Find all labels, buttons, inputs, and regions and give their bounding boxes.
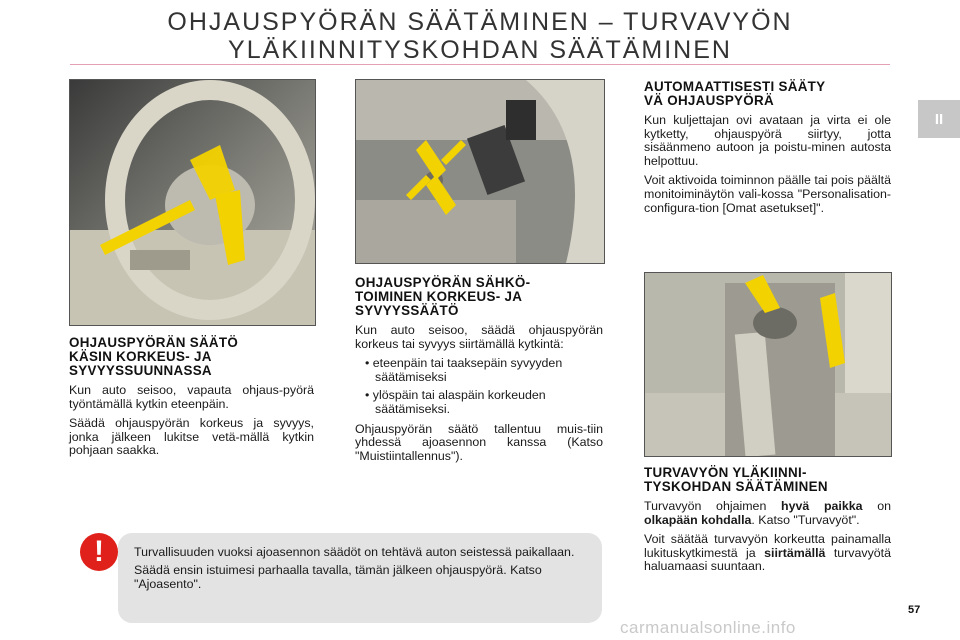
list-item: • eteenpäin tai taaksepäin syvyyden säätämiseksi <box>365 356 563 384</box>
page-title <box>70 8 890 64</box>
manual-adjust-section <box>69 336 314 464</box>
title-divider <box>70 64 890 65</box>
seat-belt-height-image <box>644 272 892 457</box>
auto-steering-heading: AUTOMAATTISESTI SÄÄTY VÄ OHJAUSPYÖRÄ <box>644 79 826 108</box>
warning-icon: ! <box>80 533 118 571</box>
list-item: • ylöspäin tai alaspäin korkeuden säätämiseksi. <box>365 388 546 416</box>
manual-adjust-para-2: Säädä ohjauspyörän korkeus ja syvyys, jonka jälkeen lukitse vetä-mällä kytkin pohjaan saakka. <box>69 416 314 458</box>
belt-adjust-para-1: Turvavyön ohjaimen hyvä paikka on olkapään kohdalla. Katso "Turvavyöt". <box>644 499 891 527</box>
electric-adjust-section <box>355 276 603 469</box>
electric-adjust-switch-image <box>355 79 605 264</box>
electric-adjust-heading: OHJAUSPYÖRÄN SÄHKÖ- TOIMINEN KORKEUS- JA SYVYYSSÄÄTÖ <box>355 275 531 318</box>
belt-adjust-para-2: Voit säätää turvavyön korkeutta painamalla lukituskytkimestä ja siirtämällä turvavyötä haluamaasi suuntaan. <box>644 532 891 574</box>
electric-adjust-memory: Ohjauspyörän säätö tallentuu muis-tiin yhdessä ajoasennon kanssa (Katso "Muistiintallennus"). <box>355 421 603 463</box>
chapter-tab[interactable]: II <box>918 100 960 138</box>
auto-steering-para-2: Voit aktivoida toiminnon päälle tai pois päältä monitoiminäytön vali-kossa "Personalisation-configura-tion [Omat asetukset]". <box>644 173 891 215</box>
manual-adjust-heading: OHJAUSPYÖRÄN SÄÄTÖ KÄSIN KORKEUS- JA SYVYYSSUUNNASSA <box>69 335 239 378</box>
warning-line-2: Säädä ensin istuimesi parhaalla tavalla, tämän jälkeen ohjauspyörä. Katso "Ajoasento". <box>134 563 542 591</box>
electric-adjust-intro: Kun auto seisoo, säädä ohjauspyörän korkeus tai syvyys siirtämällä kytkintä: <box>355 323 603 351</box>
warning-line-1: Turvallisuuden vuoksi ajoasennon säädöt on tehtävä auton seistessä paikallaan. <box>134 545 575 559</box>
belt-adjust-section <box>644 466 891 580</box>
auto-steering-para-1: Kun kuljettajan ovi avataan ja virta ei ole kytketty, ohjauspyörä siirtyy, jotta sisäänmeno autoon ja poistu-minen autosta helpottuu. <box>644 113 891 168</box>
manual-adjust-para-1: Kun auto seisoo, vapauta ohjaus-pyörä työntämällä kytkin eteenpäin. <box>69 383 314 411</box>
title-line-1: OHJAUSPYÖRÄN SÄÄTÄMINEN – TURVAVYÖN <box>167 8 793 36</box>
warning-text <box>134 545 594 595</box>
title-line-2: YLÄKIINNITYSKOHDAN SÄÄTÄMINEN <box>228 36 732 64</box>
page-number: 57 <box>908 604 921 616</box>
electric-adjust-list <box>355 357 603 416</box>
steering-wheel-manual-image <box>69 79 316 326</box>
auto-steering-section <box>644 80 891 221</box>
belt-adjust-heading: TURVAVYÖN YLÄKIINNI- TYSKOHDAN SÄÄTÄMINEN <box>644 465 828 494</box>
watermark: carmanualsonline.info <box>620 618 796 637</box>
